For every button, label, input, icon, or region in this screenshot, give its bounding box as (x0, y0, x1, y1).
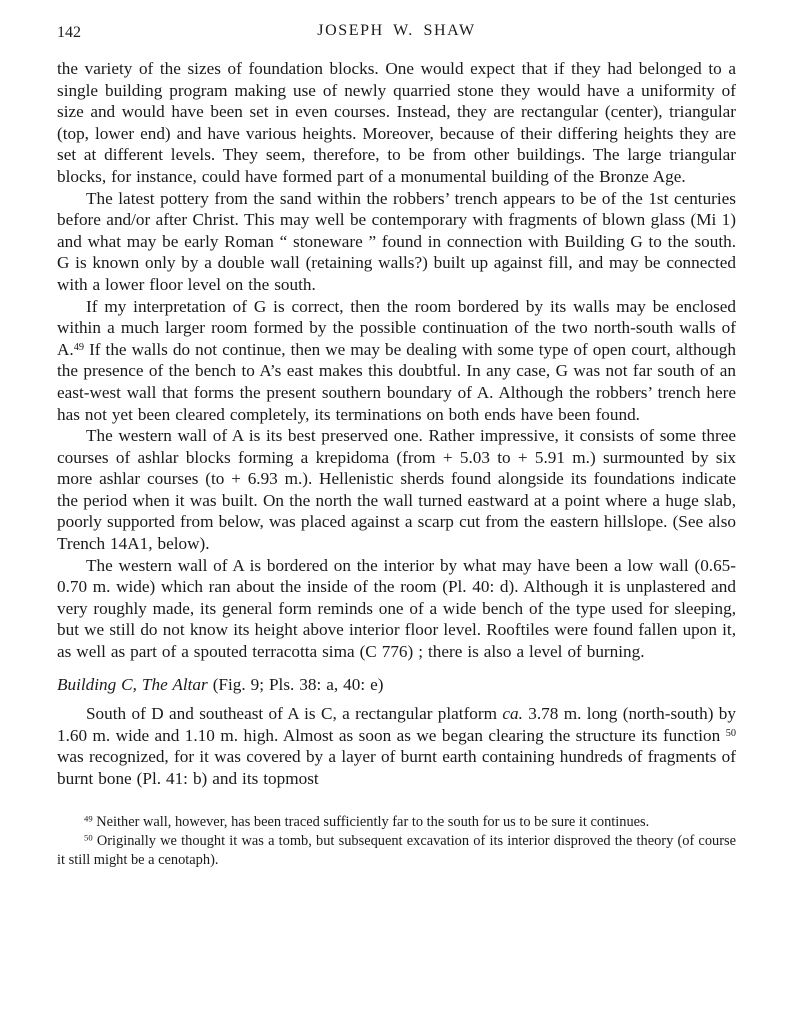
text-run: If the walls do not continue, then we may be dealing with some type of open court, although the presence of the bench to A’s east makes this doubtful. In any case, G was not far south of an east-west wall that forms the present southern boundary of A. Although the robbers’ trench here has not yet been cleared completely, its terminations on both ends have been found. (57, 339, 736, 424)
text-run: Originally we thought it was a tomb, but subsequent excavation of its interior disproved the theory (of course it still might be a cenotaph). (57, 832, 736, 868)
paragraph (57, 58, 736, 188)
paragraph (57, 555, 736, 663)
paragraph (57, 425, 736, 555)
text-run: The latest pottery from the sand within the robbers’ trench appears to be of the 1st centuries before and/or after Christ. This may well be contemporary with fragments of blown glass (Mi 1) and what may be early Roman “ stoneware ” found in connection with Building G to the south. G is known only by a double wall (retaining walls?) built up against fill, and may be connected with a lower floor level on the south. (57, 188, 736, 294)
footnote-reference: 49 (73, 341, 85, 353)
text-run: (Fig. 9; Pls. 38: a, 40: e) (207, 674, 384, 694)
paragraph (57, 296, 736, 426)
running-head: JOSEPH W. SHAW (317, 22, 476, 39)
text-run: The western wall of A is bordered on the interior by what may have been a low wall (0.65-0.70 m. wide) which ran about the inside of the room (Pl. 40: d). Although it is unplastered and very roughly made, its general form reminds one of a wide bench of the type used for sleeping, but we still do not know its height above interior floor level. Rooftiles were found fallen upon it, as well as part of a spouted terracotta sima (C 776) ; there is also a level of burning. (57, 555, 736, 662)
footnote-marker: 49 (84, 813, 93, 824)
page-number: 142 (57, 24, 81, 41)
paragraph (57, 703, 736, 789)
paragraph (57, 188, 736, 296)
italic-text: Building C, The Altar (57, 674, 208, 694)
page-header (57, 22, 736, 44)
footnote-marker: 50 (84, 832, 93, 843)
italic-text: ca. (502, 704, 523, 724)
footnote (57, 813, 736, 832)
text-run: South of D and southeast of A is C, a rectangular platform (86, 704, 503, 724)
footnotes (57, 813, 736, 870)
text-run: The western wall of A is its best preserved one. Rather impressive, it consists of some three courses of ashlar blocks forming a krepidoma (from + 5.03 to + 5.91 m.) surmounted by six more ashlar courses (to + 6.93 m.). Hellenistic sherds found alongside its foundations indicate the period when it was built. On the north the wall turned eastward at a point where a huge slab, poorly supported from below, was placed against a scarp cut from the eastern hillslope. (See also Trench 14A1, below). (57, 426, 736, 554)
footnote-reference: 50 (725, 727, 736, 739)
body-text (57, 58, 736, 790)
footnote (57, 832, 736, 870)
text-run: Neither wall, however, has been traced sufficiently far to the south for us to be sure it continues. (92, 813, 650, 830)
text-run: 3.78 m. long (north-south) by 1.60 m. wide and 1.10 m. high. Almost as soon as we began clearing the structure its function (57, 704, 736, 745)
text-run: If my interpretation of G is correct, then the room bordered by its walls may be enclosed within a much larger room formed by the possible continuation of the two north-south walls of A. (57, 296, 736, 359)
section-heading (57, 674, 736, 696)
text-run: was recognized, for it was covered by a layer of burnt earth containing hundreds of fragments of burnt bone (Pl. 41: b) and its topmost (57, 747, 736, 788)
text-run: the variety of the sizes of foundation blocks. One would expect that if they had belonged to a single building program making use of newly quarried stone they would have a uniformity of size and would have been set in even courses. Instead, they are rectangular (center), triangular (top, lower end) and have various heights. Moreover, because of their differing heights they are set at different levels. They seem, therefore, to be from other buildings. The large triangular blocks, for instance, could have formed part of a monumental building of the Bronze Age. (57, 59, 736, 186)
